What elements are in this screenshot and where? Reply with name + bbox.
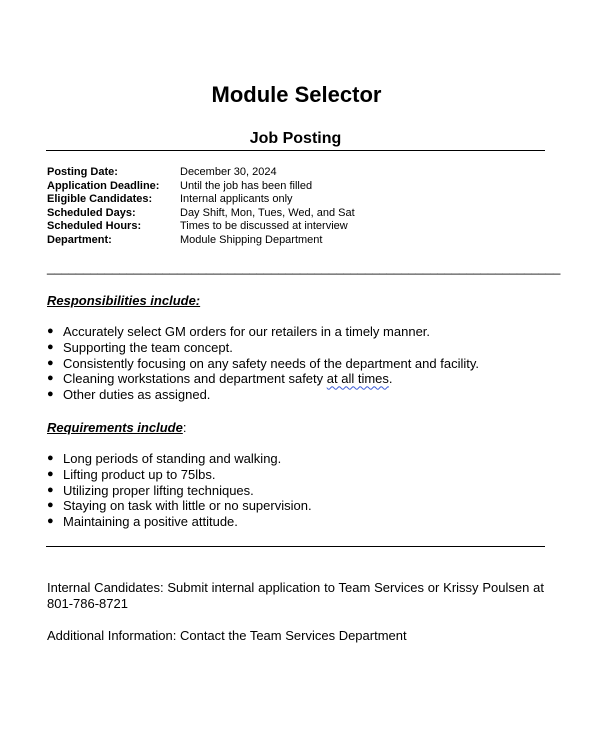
bullet-icon: ● (47, 483, 54, 496)
list-item-text: Other duties as assigned. (63, 387, 211, 403)
detail-label: Department: (47, 233, 112, 246)
detail-label: Scheduled Hours: (47, 220, 142, 233)
detail-label: Scheduled Days: (47, 206, 136, 219)
list-item (47, 387, 479, 403)
requirements-list (47, 451, 312, 530)
detail-row-scheduled-hours (47, 220, 355, 234)
list-item (47, 340, 479, 356)
bullet-icon: ● (47, 388, 54, 401)
bullet-icon: ● (47, 467, 54, 480)
list-item-text: Long periods of standing and walking. (63, 451, 282, 466)
list-item-text-end: . (388, 371, 393, 387)
list-item-text: Maintaining a positive attitude. (63, 514, 238, 530)
list-item-text: Staying on task with little or no supervision. (63, 498, 312, 514)
detail-row-application-deadline (47, 180, 355, 194)
list-item-text: Lifting product up to 75lbs. (63, 466, 216, 482)
detail-row-scheduled-days (47, 207, 355, 221)
detail-label: Eligible Candidates: (47, 193, 153, 206)
detail-row-posting-date (47, 166, 355, 180)
detail-value: December 30, 2024 (180, 166, 277, 178)
list-item-text: Supporting the team concept. (63, 339, 233, 355)
list-item (47, 514, 312, 530)
bullet-icon: ● (47, 340, 54, 353)
requirements-heading (47, 420, 186, 435)
list-item (47, 371, 479, 387)
responsibilities-heading (47, 293, 200, 308)
list-item (47, 356, 479, 372)
detail-value: Times to be discussed at interview (180, 220, 348, 233)
detail-value: Module Shipping Department (180, 233, 323, 246)
list-item-text: Cleaning workstations and department safety (63, 371, 327, 387)
detail-value: Internal applicants only (180, 193, 293, 206)
bullet-icon: ● (47, 515, 54, 528)
list-item-text: Consistently focusing on any safety needs of the department and facility. (63, 355, 479, 371)
bullet-icon: ● (47, 372, 54, 385)
bullet-icon: ● (47, 452, 54, 464)
responsibilities-list (47, 324, 479, 403)
detail-value: Day Shift, Mon, Tues, Wed, and Sat (180, 206, 355, 219)
detail-row-department (47, 234, 355, 248)
requirements-heading-colon: : (182, 420, 187, 435)
list-item (47, 483, 312, 499)
detail-value: Until the job has been filled (180, 179, 313, 192)
detail-row-eligible-candidates (47, 193, 355, 207)
requirements-heading-text: Requirements include (47, 420, 183, 435)
list-item (47, 498, 312, 514)
list-item (47, 324, 479, 340)
bullet-icon: ● (47, 356, 54, 369)
list-item (47, 451, 312, 467)
internal-candidates-paragraph: Internal Candidates: Submit internal application to Team Services or Krissy Poulsen at 801-786-8721 (47, 580, 544, 611)
responsibilities-heading-text: Responsibilities include: (47, 293, 201, 308)
detail-label: Posting Date: (47, 166, 118, 178)
additional-information-paragraph: Additional Information: Contact the Team Services Department (47, 628, 407, 643)
grammar-flagged-text[interactable]: at all times (326, 371, 389, 387)
posting-details (47, 166, 355, 248)
list-item (47, 467, 312, 483)
detail-label: Application Deadline: (47, 179, 160, 192)
top-divider (46, 150, 545, 151)
bullet-icon: ● (47, 325, 54, 337)
bullet-icon: ● (47, 499, 54, 512)
document-title: Module Selector (211, 82, 382, 107)
underscore-separator: _______________________________________________________________________ (47, 260, 561, 275)
list-item-text: Utilizing proper lifting techniques. (63, 482, 254, 498)
document-subtitle: Job Posting (249, 130, 342, 147)
bottom-divider (46, 546, 545, 547)
list-item-text: Accurately select GM orders for our retailers in a timely manner. (63, 324, 431, 339)
